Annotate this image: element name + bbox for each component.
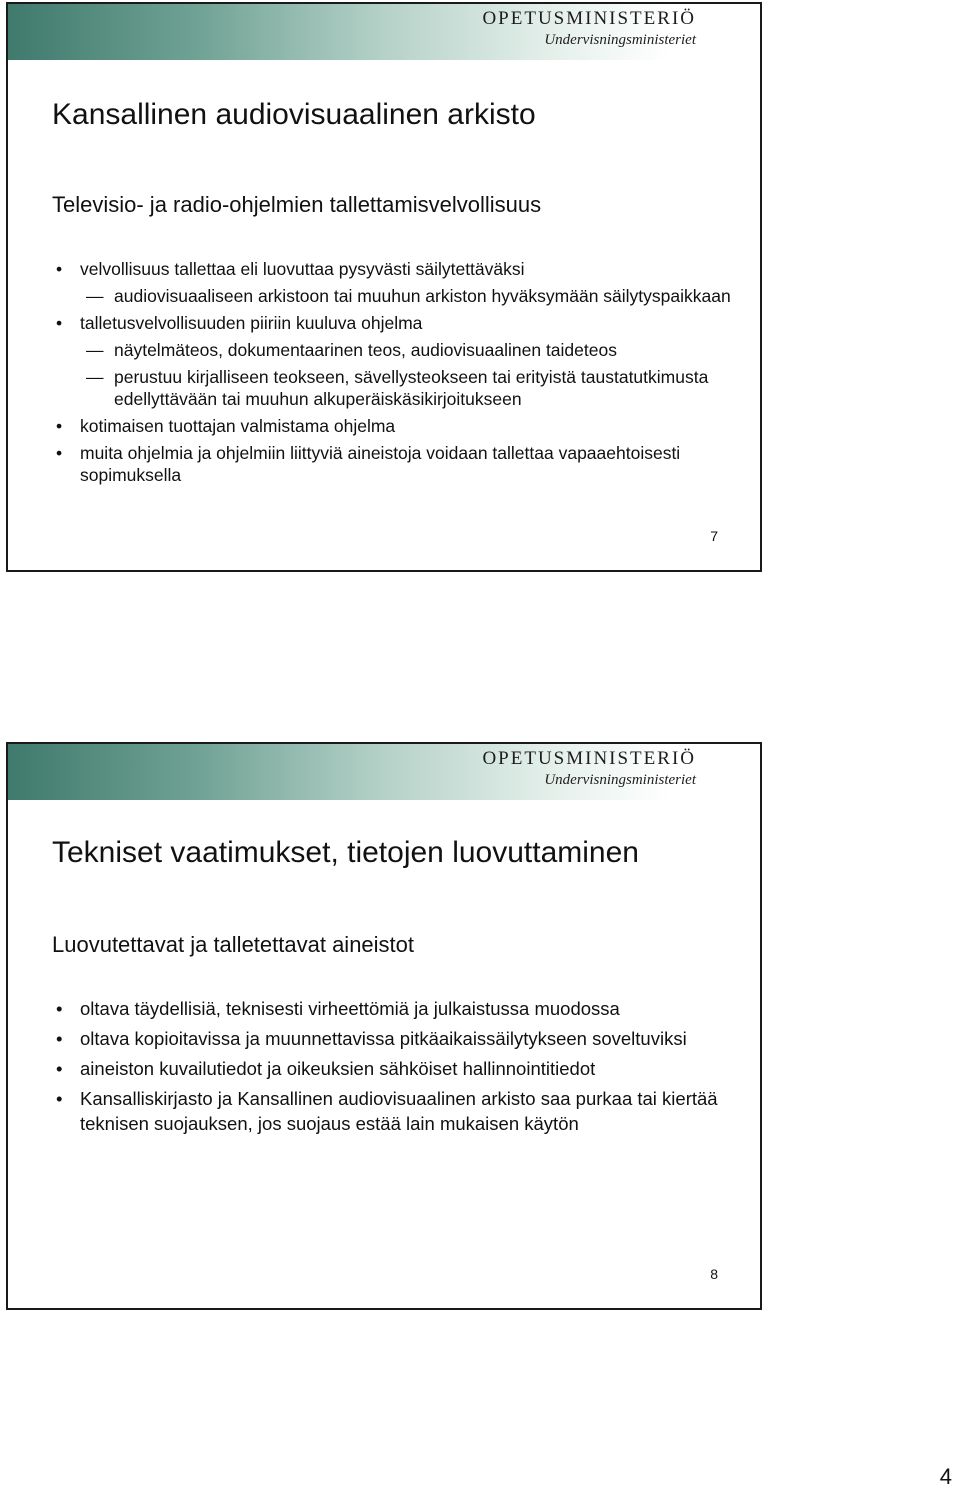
logo-undervisningsministeriet: Undervisningsministeriet: [544, 32, 696, 48]
slide-7: [6, 2, 762, 572]
logo-opetusministerio: OPETUSMINISTERIÖ: [482, 748, 696, 769]
sub-bullet-item: — perustuu kirjalliseen teokseen, sävellysteokseen tai erityistä taustatutkimusta edellyttävään tai muuhun alkuperäiskäsikirjoitukseen: [52, 366, 732, 410]
slide-subtitle: Luovutettavat ja talletettavat aineistot: [52, 932, 415, 957]
sub-bullet-item: — näytelmäteos, dokumentaarinen teos, audiovisuaalinen taideteos: [52, 339, 732, 361]
slide-number: 8: [710, 1266, 718, 1282]
slide-title: Kansallinen audiovisuaalinen arkisto: [52, 98, 536, 131]
logo-undervisningsministeriet: Undervisningsministeriet: [544, 772, 696, 788]
bullet-item: • Kansalliskirjasto ja Kansallinen audiovisuaalinen arkisto saa purkaa tai kiertää teknisen suojauksen, jos suojaus estää lain mukaisen käytön: [52, 1086, 732, 1136]
sub-bullet-item: — audiovisuaaliseen arkistoon tai muuhun arkiston hyväksymään säilytyspaikkaan: [52, 285, 732, 307]
bullet-list: [52, 258, 732, 491]
bullet-item: • kotimaisen tuottajan valmistama ohjelma: [52, 415, 732, 437]
bullet-item: • talletusvelvollisuuden piiriin kuuluva ohjelma: [52, 312, 732, 334]
slide-subtitle: Televisio- ja radio-ohjelmien tallettamisvelvollisuus: [52, 192, 542, 217]
bullet-item: • muita ohjelmia ja ohjelmiin liittyviä aineistoja voidaan tallettaa vapaaehtoisesti sopimuksella: [52, 442, 732, 486]
bullet-item: • oltava täydellisiä, teknisesti virheettömiä ja julkaistussa muodossa: [52, 996, 732, 1021]
slide-title: Tekniset vaatimukset, tietojen luovuttaminen: [52, 836, 639, 869]
page-number: 4: [939, 1464, 952, 1489]
slide-number: 7: [710, 528, 718, 544]
bullet-item: • velvollisuus tallettaa eli luovuttaa pysyvästi säilytettäväksi: [52, 258, 732, 280]
bullet-item: • oltava kopioitavissa ja muunnettavissa pitkäaikaissäilytykseen soveltuviksi: [52, 1026, 732, 1051]
bullet-item: • aineiston kuvailutiedot ja oikeuksien sähköiset hallinnointitiedot: [52, 1056, 732, 1081]
bullet-list: [52, 996, 732, 1141]
logo-opetusministerio: OPETUSMINISTERIÖ: [482, 8, 696, 29]
slide-8: [6, 742, 762, 1310]
